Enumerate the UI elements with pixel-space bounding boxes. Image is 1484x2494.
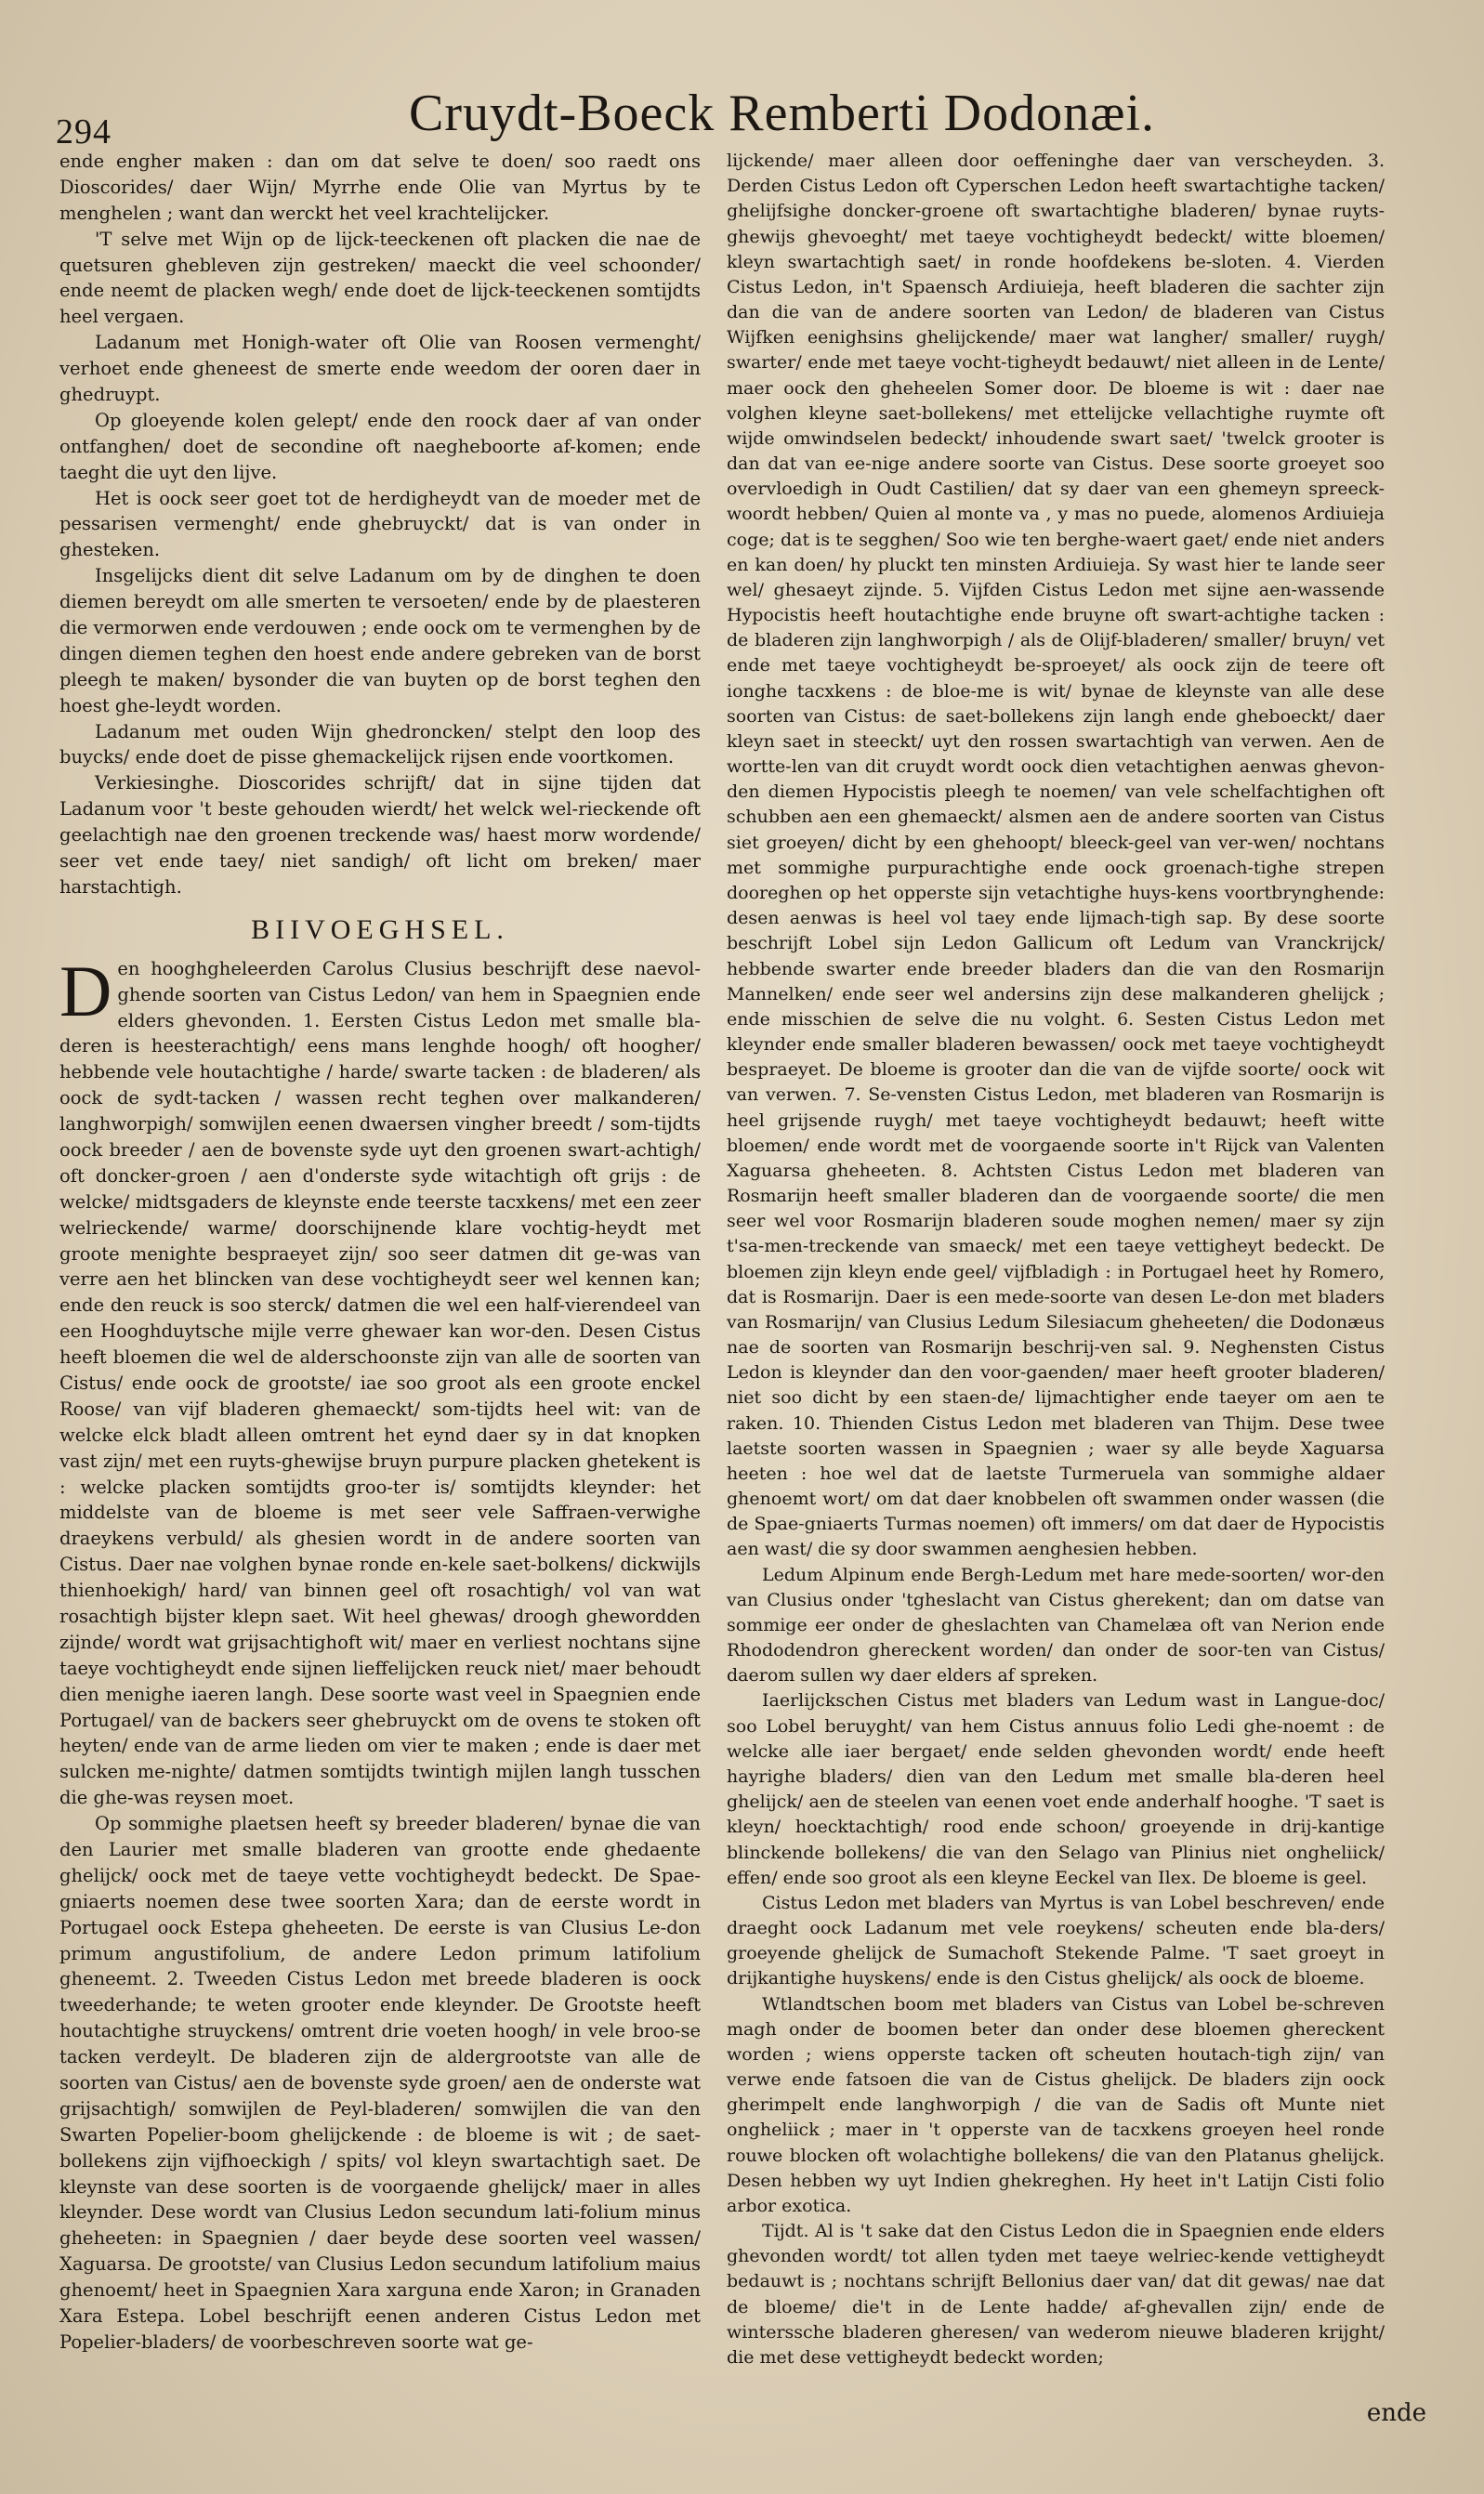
paragraph: Insgelijcks dient dit selve Ladanum om by de dinghen te doen diemen bereydt om alle smerten te versoeten/ ende by de plaesteren die vermorwen ende verdouwen ; ende oock om te vermenghen by de dingen diemen teghen den hoest ende andere gebreken van de borst pleegh te maken/ bysonder die van buyten op de borst teghen den hoest ghe-leydt worden. — [59, 565, 701, 716]
paragraph: lijckende/ maer alleen door oeffeninghe daer van verscheyden. 3. Derden Cistus Ledon oft Cyperschen Ledon heeft swartachtighe tacken/ ghelijfsighe doncker-groene oft swartachtighe bladeren/ bynae ruyts-ghewijs ghevoeght/ met taeye vochtigheydt bedeckt/ witte bloemen/ kleyn swartachtigh saet/ in ronde hoofdekens be-sloten. 4. Vierden Cistus Ledon, in't Spaensch Ardiuieja, heeft bladeren die sachter zijn dan die van de andere soorten van Ledon/ de bladeren van Cistus Wijfken eenighsins ghelijckende/ maer wat langher/ smaller/ ruygh/ swarter/ ende met taeye vocht-tigheydt bedauwt/ niet alleen in de Lente/ maer oock den gheheelen Somer door. De bloeme is wit : daer nae volghen kleyne saet-bollekens/ met ettelijcke vellachtighe ruymte oft wijde omwindselen bedeckt/ inhoudende swart saet/ 'twelck grooter is dan dat van ee-nige andere soorte van Cistus. Dese soorte groeyet soo overvloedigh in Oudt Castilien/ dat sy daer van een ghemeyn spreeck-woordt hebben/ Quien al monte va , y mas no puede, alomenos Ardiuieja coge; dat is te segghen/ Soo wie ten berghe-waert gaet/ ende niet anders en kan doen/ hy pluckt ten minsten Ardiuieja. Sy wast hier te lande seer wel/ ghesaeyt zijnde. 5. Vijfden Cistus Ledon met sijne aen-wassende Hypocistis heeft houtachtighe ende bruyne oft swart-achtighe tacken : de bladeren zijn langhworpigh / als de Olijf-bladeren/ smaller/ bruyn/ vet ende met taeye vochtigheydt be-sproeyet/ als oock zijn de teere oft ionghe tacxkens : de bloe-me is wit/ bynae de kleynste van alle dese soorten van Cistus: de saet-bollekens zijn langh ende gheboeckt/ daer kleyn saet in steeckt/ uyt den rossen swartachtigh van verwen. Aen de wortte-len van dit cruydt wordt oock dien vetachtighen aenwas ghevon-den diemen Hypocistis pleegh te noemen/ van vele schelfachtighen oft schubben aen een ghemaeckt/ alsmen aen de andere soorten van Cistus siet groeyen/ dicht by een ghehoopt/ bleeck-geel van ver-wen/ nochtans met sommighe purpurachtighe ende oock groenach-tighe strepen dooreghen op het opperste sijn vetachtighe huys-kens voortbrynghende: desen aenwas is heel vol taey ende lijmach-tigh sap. By dese soorte beschrijft Lobel sijn Ledon Gallicum oft Ledum van Vranckrijck/ hebbende swarter ende breeder bladers dan die van den Rosmarijn Mannelken/ ende seer wel andersins zijn dese malkanderen ghelijck ; ende misschien de selve die nu volght. 6. Sesten Cistus Ledon met kleynder ende smaller bladeren bewassen/ oock met taeye vochtigheydt bespraeyet. De bloeme is grooter dan die van de vijfde soorte/ oock wit van verwen. 7. Se-vensten Cistus Ledon, met bladeren van Rosmarijn is heel grijsende ruygh/ met taeye vochtigheydt bedauwt; heeft witte bloemen/ ende wordt met de voorgaende soorte in't Rijck van Valenten Xaguarsa gheheeten. 8. Achtsten Cistus Ledon met bladeren van Rosmarijn heeft smaller bladeren dan de voorgaende soorte/ die men seer wel voor Rosmarijn bladeren soude moghen nemen/ maer sy zijn t'sa-men-treckende van smaeck/ met een taeye vettigheyt bedeckt. De bloemen zijn kleyn ende geel/ vijfbladigh : in Portugael heet hy Romero, dat is Rosmarijn. Daer is een mede-soorte van desen Le-don met bladers van Rosmarijn/ van Clusius Ledum Silesiacum gheheeten/ die Dodonæus nae de soorten van Rosmarijn beschrij-ven sal. 9. Neghensten Cistus Ledon is kleynder dan den voor-gaenden/ maer heeft grooter bladeren/ niet soo dicht by een staen-de/ lijmachtigher ende taeyer om aen te raken. 10. Thienden Cistus Ledon met bladeren van Thijm. Dese twee laetste soorten wassen in Spaegnien ; waer sy alle beyde Xaguarsa heeten : hoe wel dat de laetste Turmeruela van sommighe aldaer ghenoemt wort/ om dat daer knobbelen oft swammen onder wassen (die de Spae-gniaerts Turmas noemen) oft immers/ om dat daer de Hypocistis aen wast/ die sy door swammen aenghesien hebben. — [727, 151, 1385, 1560]
left-column — [59, 149, 701, 2356]
paragraph: Wtlandtschen boom met bladers van Cistus van Lobel be-schreven magh onder de boomen beter dan onder dese bloemen ghereckent worden ; wiens opperste tacken oft scheuten houtach-tigh zijn/ van verwe ende fatsoen die van de Cistus ghelijck. De bladers zijn oock gherimpelt ende langhworpigh / die van de Sadis oft Munte niet ongheliick ; maer in 't opperste van de tacxkens groeyen heel ronde rouwe blocken oft wolachtighe bollekens/ die van den Platanus ghelijck. Desen hebben wy uyt Indien ghekreghen. Hy heet in't Latijn Cisti folio arbor exotica. — [727, 1993, 1385, 2216]
paragraph: Verkiesinghe. Dioscorides schrijft/ dat in sijne tijden dat Ladanum voor 't beste gehouden wierdt/ het welck wel-rieckende oft geelachtigh nae den groenen treckende was/ haest morw wordende/ seer vet ende taey/ niet sandigh/ oft licht om breken/ maer harstachtigh. — [59, 772, 701, 898]
paragraph: Ladanum met ouden Wijn ghedroncken/ stelpt den loop des buycks/ ende doet de pisse ghemackelijck rijsen ende voortkomen. — [59, 720, 701, 768]
paragraph: Iaerlijckschen Cistus met bladers van Ledum wast in Langue-doc/ soo Lobel beruyght/ van hem Cistus annuus folio Ledi ghe-noemt : de welcke alle iaer bergaet/ ende selden ghevonden wordt/ ende heeft hayrighe bladers/ dien van den Ledum met smalle bla-deren heel ghelijck/ aen de steelen van eenen voet ende anderhalf hooghe. 'T saet is kleyn/ hoecktachtigh/ rood ende schoon/ groeyende in drij-kantige blinckende bollekens/ die van den Selago van Plinius niet ongheliick/ effen/ ende soo groot als een kleyne Eeckel van Ilex. De bloeme is geel. — [727, 1690, 1385, 1888]
paragraph: 'T selve met Wijn op de lijck-teeckenen oft placken die nae de quetsuren ghebleven zijn gestreken/ maeckt die veel schoonder/ ende neemt de placken wegh/ ende doet de lijck-teeckenen somtijdts heel vergaen. — [59, 228, 701, 328]
paragraph: Op gloeyende kolen gelept/ ende den roock daer af van onder ontfanghen/ doet de secondine oft naegheboorte af-komen; ende taeght die uyt den lijve. — [59, 409, 701, 483]
paragraph: Het is oock seer goet tot de herdigheydt van de moeder met de pessarisen vermenght/ ende ghebruyckt/ dat is van onder in ghesteken. — [59, 487, 701, 561]
paragraph: ende engher maken : dan om dat selve te doen/ soo raedt ons Dioscorides/ daer Wijn/ Myrrhe ende Olie van Myrtus by te menghelen ; want dan werckt het veel krachtelijcker. — [59, 151, 701, 224]
right-column — [727, 149, 1385, 2370]
paragraph: Ladanum met Honigh-water oft Olie van Roosen vermenght/ verhoet ende gheneest de smerte ende weedom der ooren daer in ghedruypt. — [59, 332, 701, 406]
section-heading: BIIVOEGHSEL. — [251, 913, 509, 945]
catchword: ende — [1366, 2399, 1426, 2427]
running-title: Cruydt-Boeck Remberti Dodonæi. — [409, 85, 1156, 142]
paragraph: Cistus Ledon met bladers van Myrtus is van Lobel beschreven/ ende draeght oock Ladanum met vele roeykens/ scheuten ende bla-ders/ groeyende ghelijck de Sumachoft Stekende Palme. 'T saet groeyt in drijkantighe huyskens/ ende is den Cistus ghelijck/ als oock de bloeme. — [727, 1892, 1385, 1989]
page-number: 294 — [56, 112, 112, 151]
paragraph: Op sommighe plaetsen heeft sy breeder bladeren/ bynae die van den Laurier met smalle bladeren van grootte ende ghedaente ghelijck/ oock met de taeye vette vochtigheydt bedeckt. De Spae-gniaerts noemen dese twee soorten Xara; dan de eerste wordt in Portugael oock Estepa gheheeten. De eerste is van Clusius Le-don primum angustifolium, de andere Ledon primum latifolium gheneemt. 2. Tweeden Cistus Ledon met breede bladeren is oock tweederhande; te weten grooter ende kleynder. De Grootste heeft houtachtighe struyckens/ omtrent drie voeten hoogh/ in vele broo-se tacken verdeylt. De bladeren zijn de aldergrootste van alle de soorten van Cistus/ aen de bovenste syde groen/ aen de onderste wat grijsachtigh/ somwijlen de Peyl-bladeren/ somwijlen die van den Swarten Popelier-boom ghelijckende : de bloeme is wit ; de saet-bollekens zijn vijfhoeckigh / spits/ vol kleyn swartachtigh saet. De kleynste van dese soorten is de voorgaende ghelijck/ maer in alles kleynder. Dese wordt van Clusius Ledon secundum lati-folium minus gheheeten: in Spaegnien / daer beyde dese soorten veel wassen/ Xaguarsa. De grootste/ van Clusius Ledon secundum latifolium maius ghenoemt/ heet in Spaegnien Xara xarguna ende Xaron; in Granaden Xara Estepa. Lobel beschrijft eenen anderen Cistus Ledon met Popelier-bladers/ de voorbeschreven soorte wat ge- — [59, 1813, 701, 2353]
paragraph: Tijdt. Al is 't sake dat den Cistus Ledon die in Spaegnien ende elders ghevonden wordt/ tot allen tyden met taeye welriec-kende vettigheydt bedauwt is ; nochtans schrijft Bellonius daer van/ dat dit gewas/ nae dat de bloeme/ die't in de Lente hadde/ af-ghevallen zijn/ ende de winterssche bladeren gheresen/ van wederom nieuwe bladeren krijght/ die met dese vettigheydt bedeckt worden; — [727, 2221, 1385, 2368]
paragraph: Ledum Alpinum ende Bergh-Ledum met hare mede-soorten/ wor-den van Clusius onder 'tgheslacht van Cistus gherekent; dan om datse van sommige eer onder de gheslachten van Chamelæa oft van Nerion ende Rhododendron ghereckent worden/ dan onder de soor-ten van Cistus/ daerom sullen wy daer elders af spreken. — [727, 1564, 1385, 1687]
paragraph: Den hooghgheleerden Carolus Clusius beschrijft dese naevol-ghende soorten van Cistus Ledon/ van hem in Spaegnien ende elders ghevonden. 1. Eersten Cistus Ledon met smalle bla-deren is heesterachtigh/ eens mans lenghde hoogh/ oft hoogher/ hebbende vele houtachtighe / harde/ swarte tacken : de bladeren/ als oock de sydt-tacken / wassen recht teghen over malkanderen/ langhworpigh/ somwijlen eenen dwaersen vingher breedt / som-tijdts oock breeder / aen de bovenste syde uyt den groenen swart-achtigh/ oft doncker-groen / aen d'onderste syde witachtigh oft grijs : de welcke/ midtsgaders de kleynste ende teerste tacxkens/ met een zeer welrieckende/ warme/ doorschijnende klare vochtig-heydt met groote menighte bespraeyet zijn/ soo seer datmen dit ge-was van verre aen het blincken van dese vochtigheydt seer wel kennen kan; ende den reuck is soo sterck/ datmen die wel een half-vierendeel van een Hooghduytsche mijle verre ghewaer kan wor-den. Desen Cistus heeft bloemen die wel de alderschoonste zijn van alle de soorten van Cistus/ ende oock de grootste/ iae soo groot als een groote enckel Roose/ van vijf bladeren ghemaeckt/ som-tijdts heel wit: van de welcke elck bladt alleen omtrent het eynd daer sy in dat knopken vast zijn/ met een ruyts-ghewijse bruyn purpure placken ghetekent is : welcke placken somtijdts groo-ter is/ somtijdts kleynder: het middelste van de bloeme is met seer vele Saffraen-verwighe draeykens verbuld/ als ghesien wordt in de andere soorten van Cistus. Daer nae volghen bynae ronde en-kele saet-bolkens/ dickwijls thienhoekigh/ hard/ van binnen geel oft rosachtigh/ vol van wat rosachtigh bijster klepn saet. Wit heel ghewas/ droogh ghewordden zijnde/ wordt wat grijsachtighoft wit/ maer en verliest nochtans sijne taeye vochtigheydt ende sijnen lieffelijcken reuck niet/ maer behoudt dien menighe iaeren langh. Dese soorte wast veel in Spaegnien ende Portugael/ van de backers seer ghebruyckt om de ovens te stoken oft heyten/ ende van de arme lieden om vier te maken ; ende is daer met sulcken me-nighte/ datmen somtijdts twintigh mijlen langh tusschen die ghe-was reysen moet. — [59, 950, 701, 1809]
page-header — [56, 74, 1403, 149]
